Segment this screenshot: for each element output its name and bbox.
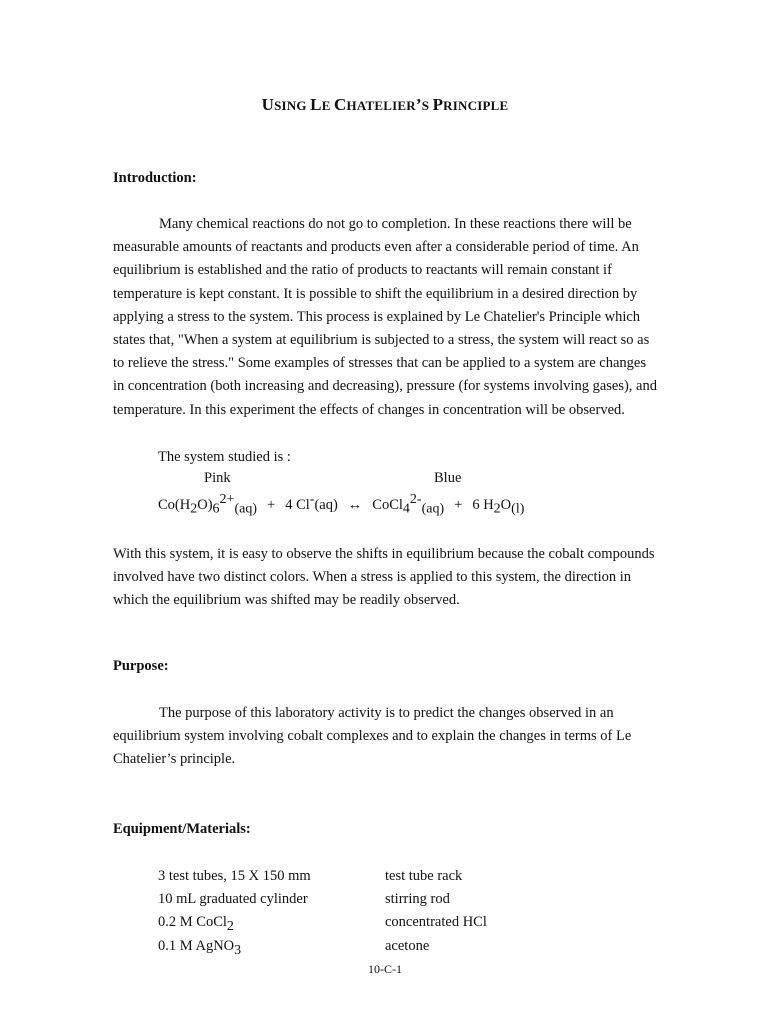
- eq-state: (aq): [234, 501, 257, 517]
- eq-plus: +: [454, 496, 463, 513]
- eq-subscript: 2: [493, 501, 501, 517]
- page-title: [0, 95, 770, 115]
- eq-term: O): [197, 496, 213, 513]
- equipment-heading: Equipment/Materials:: [113, 821, 251, 837]
- item-subscript: 3: [234, 942, 242, 958]
- equipment-list-left: [158, 865, 311, 958]
- title-part: U: [261, 95, 275, 114]
- eq-state: (aq): [314, 496, 338, 513]
- pink-label: Pink: [204, 470, 231, 486]
- list-item: stirring rod: [385, 891, 450, 908]
- purpose-heading: Purpose:: [113, 658, 169, 674]
- observation-paragraph: With this system, it is easy to observe the shifts in equilibrium because the cobalt compounds involved have two distinct colors. When a stress is applied to this system, the direction in which the equilibrium was shifted may be readily observed.: [113, 546, 655, 609]
- purpose-paragraph: The purpose of this laboratory activity is to predict the changes observed in an equilibrium system involving cobalt complexes and to explain the changes in terms of Le Chatelier’s principle.: [113, 705, 632, 768]
- title-part: L: [310, 95, 322, 114]
- eq-subscript: 6: [212, 501, 220, 517]
- blue-label: Blue: [434, 470, 462, 486]
- eq-term: Co(H: [158, 496, 191, 513]
- page-number: 10-C-1: [368, 962, 402, 976]
- eq-superscript: 2+: [219, 492, 235, 507]
- eq-term: 6 H: [472, 496, 494, 513]
- title-part: SING: [274, 98, 311, 113]
- list-item: 3 test tubes, 15 X 150 mm: [158, 868, 311, 884]
- title-part: E: [321, 98, 335, 113]
- list-item: test tube rack: [385, 868, 463, 884]
- system-studied-line: The system studied is :: [158, 449, 291, 465]
- eq-superscript: 2-: [409, 492, 422, 507]
- title-part: RINCIPLE: [443, 98, 509, 113]
- list-item: [158, 935, 311, 958]
- list-item: concentrated HCl: [385, 914, 487, 931]
- title-part: HATELIER: [346, 98, 416, 113]
- introduction-paragraph: Many chemical reactions do not go to completion. In these reactions there will be measurable amounts of reactants and products even after a considerable period of time. An equilibrium is established and the ratio of products to reactants will remain constant if temperature is kept constant. It is possible to shift the equilibrium in a desired direction by applying a stress to the system. This process is explained by Le Chatelier's Principle which states that, "When a system at equilibrium is subjected to a stress, the system will react so as to relieve the stress." Some examples of stresses that can be applied to a system are changes in concentration (both increasing and decreasing), pressure (for systems involving gases), and temperature. In this experiment the effects of changes in concentration will be observed.: [113, 216, 657, 418]
- eq-state: (aq): [421, 501, 445, 517]
- eq-subscript: 2: [190, 501, 198, 517]
- eq-state: (l): [511, 501, 525, 517]
- eq-term: CoCl: [372, 496, 403, 513]
- equipment-list-right: [385, 865, 487, 958]
- eq-plus: +: [267, 496, 276, 513]
- item-text: 0.2 M CoCl: [158, 914, 227, 931]
- title-part: ’: [415, 95, 422, 114]
- eq-term: O: [500, 496, 512, 513]
- eq-term: 4 Cl: [285, 496, 310, 513]
- title-part: C: [334, 95, 347, 114]
- introduction-heading: Introduction:: [113, 170, 197, 186]
- title-part: S: [421, 98, 433, 113]
- list-item: acetone: [385, 937, 430, 954]
- equilibrium-arrow-icon: ↔: [347, 496, 363, 513]
- list-item: [158, 911, 311, 934]
- item-text: 0.1 M AgNO: [158, 937, 235, 954]
- list-item: 10 mL graduated cylinder: [158, 891, 308, 908]
- eq-subscript: 4: [402, 501, 410, 517]
- chemical-equation: [158, 492, 524, 518]
- title-part: P: [432, 95, 444, 114]
- eq-superscript: -: [309, 492, 315, 507]
- item-subscript: 2: [226, 919, 234, 935]
